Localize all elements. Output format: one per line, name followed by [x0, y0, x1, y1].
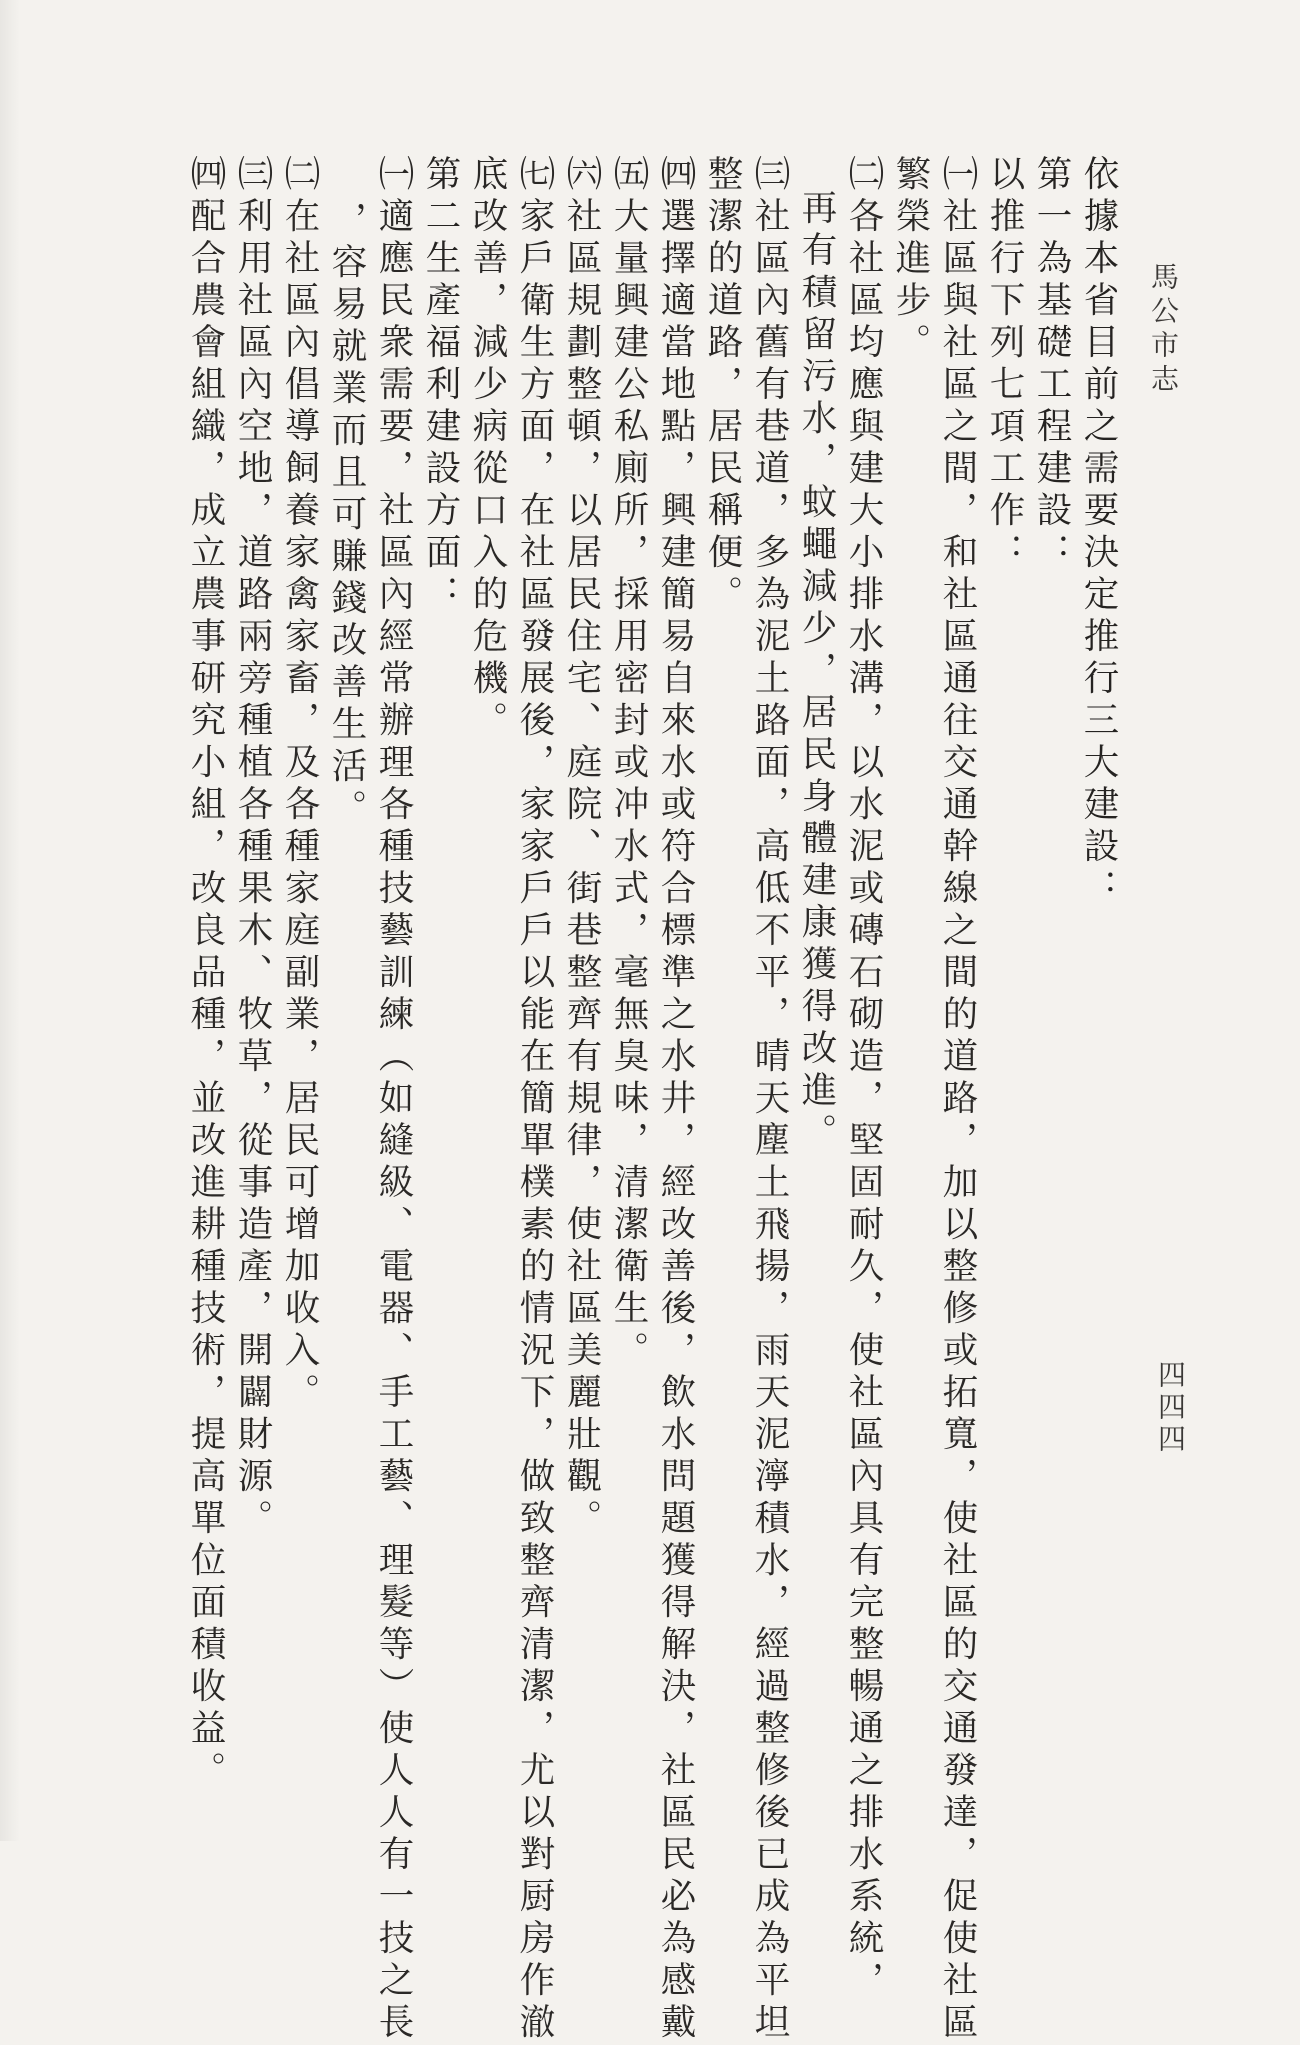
page-edge-shadow: [0, 0, 20, 1841]
text-column: 再有積留污水，蚊蠅減少，居民身體建康獲得改進。: [796, 189, 837, 1155]
text-column: ㈣選擇適當地點，興建簡易自來水或符合標準之水井，經改善後，飲水問題獲得解決，社區民必為感戴: [655, 155, 696, 2045]
text-column: 依據本省目前之需要決定推行三大建設：: [1078, 155, 1119, 911]
text-column: ㈣配合農會組織，成立農事研究小組，改良品種，並改進耕種技術，提高單位面積收益。: [185, 155, 226, 1793]
text-column: 第二生產福利建設方面：: [420, 155, 461, 617]
text-column: ㈠適應民衆需要，社區內經常辦理各種技藝訓練（如縫級、電器、手工藝、理髮等）使人人有一技之長: [373, 155, 414, 2045]
text-column: ㈦家戶衛生方面，在社區發展後，家家戶戶以能在簡單樸素的情況下，做致整齊清潔，尤以對厨房作澈: [514, 155, 555, 2045]
text-column: ㈡在社區內倡導飼養家禽家畜，及各種家庭副業，居民可增加收入。: [279, 155, 320, 1415]
text-column: ㈡各社區均應與建大小排水溝，以水泥或磚石砌造，堅固耐久，使社區內具有完整暢通之排水系統，: [843, 155, 884, 2003]
text-column: 整潔的道路，居民稱便。: [702, 155, 743, 617]
page-number: 四四四: [1154, 1360, 1187, 1456]
text-column: 繁榮進步。: [890, 155, 931, 365]
text-column: 以推行下列七項工作：: [984, 155, 1025, 575]
text-column: ㈥社區規劃整頓，以居民住宅、庭院、街巷整齊有規律，使社區美麗壯觀。: [561, 155, 602, 1541]
running-head: 馬公市志: [1147, 262, 1180, 398]
text-column: ㈢利用社區內空地，道路兩旁種植各種果木、牧草，從事造產，開闢財源。: [232, 155, 273, 1541]
text-column: ㈠社區與社區之間，和社區通往交通幹線之間的道路，加以整修或拓寬，使社區的交通發達，促使社區: [937, 155, 978, 2045]
text-column: 第一為基礎工程建設：: [1031, 155, 1072, 575]
text-column: ㈢社區內舊有巷道，多為泥土路面，高低不平，晴天塵土飛揚，雨天泥濘積水，經過整修後已成為平坦: [749, 155, 790, 2045]
text-column: ，容易就業而且可賺錢改善生活。: [326, 201, 367, 831]
vertical-text-body: [182, 155, 1122, 2045]
text-column: ㈤大量興建公私廁所，採用密封或冲水式，毫無臭味，清潔衛生。: [608, 155, 649, 1373]
text-column: 底改善，減少病從口入的危機。: [467, 155, 508, 743]
